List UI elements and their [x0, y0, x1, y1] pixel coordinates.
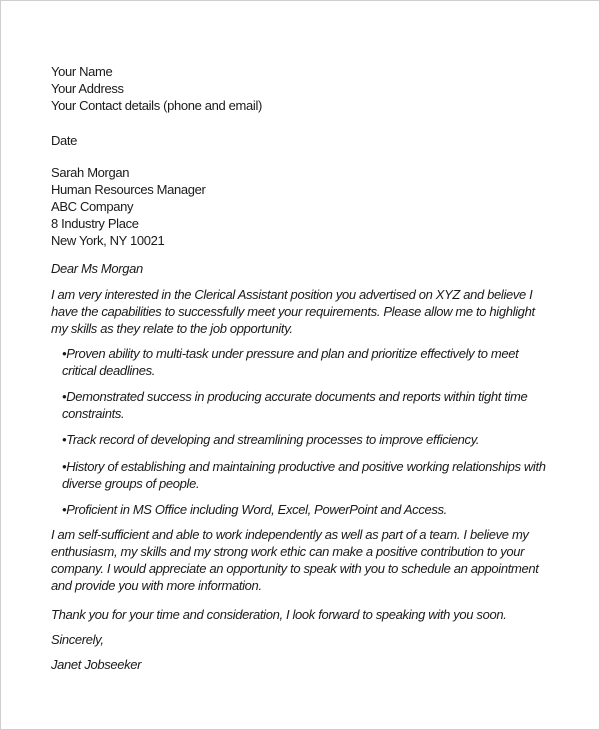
recipient-city: New York, NY 10021: [51, 233, 165, 248]
thanks-line: Thank you for your time and consideration, I look forward to speaking with you soon.: [51, 607, 507, 622]
recipient-name: Sarah Morgan: [51, 165, 130, 180]
skill-item: •Demonstrated success in producing accurate documents and reports within tight time constraints.: [62, 389, 528, 421]
recipient-street: 8 Industry Place: [51, 216, 139, 231]
skill-item: •History of establishing and maintaining productive and positive working relationships with diverse groups of people.: [62, 459, 546, 491]
date-block: [51, 132, 556, 149]
recipient-title: Human Resources Manager: [51, 182, 206, 197]
date-label: Date: [51, 133, 78, 148]
thanks-block: [51, 606, 556, 623]
sender-address: Your Address: [51, 81, 124, 96]
recipient-company: ABC Company: [51, 199, 134, 214]
signoff-block: [51, 631, 556, 648]
closing-block: [51, 526, 551, 594]
signature-block: [51, 656, 556, 673]
salutation-block: [51, 260, 556, 277]
skill-item: •Track record of developing and streamlining processes to improve efficiency.: [62, 432, 480, 447]
salutation: Dear Ms Morgan: [51, 261, 143, 276]
sign-off: Sincerely,: [51, 632, 104, 647]
closing-paragraph: I am self-sufficient and able to work independently as well as part of a team. I believe my enthusiasm, my skills and my strong work ethic can make a positive contribution to your company. I would appreciate an opportunity to speak with you to schedule an appointment and provide you with more information.: [51, 527, 539, 593]
intro-paragraph: I am very interested in the Clerical Assistant position you advertised on XYZ and believe I have the capabilities to successfully meet your requirements. Please allow me to highlight my skills as they relate to the job opportunity.: [51, 287, 535, 336]
skill-item: •Proficient in MS Office including Word, Excel, PowerPoint and Access.: [62, 502, 447, 517]
recipient-block: [51, 164, 556, 249]
signature-name: Janet Jobseeker: [51, 657, 142, 672]
sender-contact: Your Contact details (phone and email): [51, 98, 262, 113]
sender-name: Your Name: [51, 64, 113, 79]
intro-block: [51, 286, 551, 337]
sender-block: [51, 63, 556, 114]
skill-item: •Proven ability to multi-task under pressure and plan and prioritize effectively to meet critical deadlines.: [62, 346, 519, 378]
